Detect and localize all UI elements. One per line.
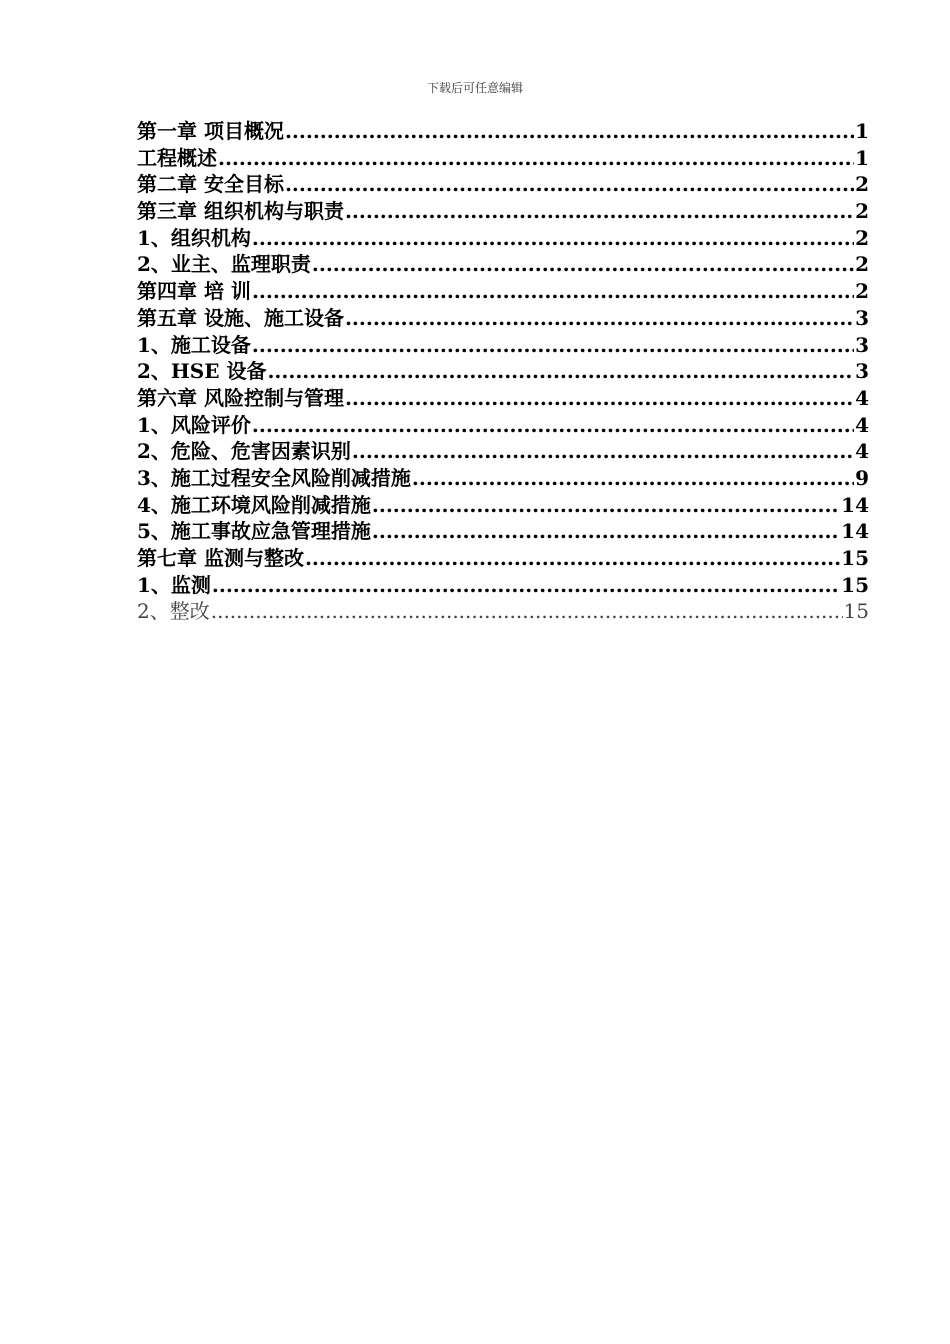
toc-entry-page-number: 2 — [855, 252, 869, 277]
toc-entry[interactable] — [137, 572, 869, 599]
toc-entry-page-number: 1 — [855, 145, 869, 170]
toc-entry-page-number: 2 — [855, 279, 869, 304]
toc-entry-page-number: 14 — [841, 492, 869, 517]
toc-leader-dots — [345, 198, 854, 225]
page-header: 下载后可任意编辑 — [426, 81, 523, 95]
toc-entry-page-number: 14 — [841, 519, 869, 544]
toc-entry-title: 第七章 监测与整改 — [137, 546, 304, 570]
toc-entry-page-number: 15 — [841, 572, 869, 597]
toc-leader-dots — [352, 438, 854, 465]
toc-leader-dots — [345, 305, 854, 332]
toc-entry[interactable] — [137, 358, 869, 385]
toc-leader-dots — [305, 545, 840, 572]
toc-entry-title: 3、施工过程安全风险削减措施 — [137, 465, 411, 490]
toc-entry-title: 1、监测 — [137, 572, 211, 597]
toc-entry[interactable] — [137, 518, 869, 545]
toc-entry-title: 第二章 安全目标 — [137, 172, 284, 197]
toc-leader-dots — [252, 225, 854, 252]
table-of-contents — [137, 118, 869, 625]
toc-leader-dots — [285, 118, 854, 145]
toc-entry-title: 第六章 风险控制与管理 — [137, 385, 344, 410]
toc-entry-page-number: 2 — [855, 225, 869, 250]
toc-entry-page-number: 3 — [855, 359, 869, 384]
toc-entry-title: 1、施工设备 — [137, 332, 251, 357]
toc-entry-title: 1、组织机构 — [137, 225, 251, 250]
toc-entry[interactable] — [137, 438, 869, 465]
toc-entry-page-number: 4 — [855, 412, 869, 437]
toc-entry[interactable] — [137, 332, 869, 359]
toc-leader-dots — [218, 145, 854, 172]
toc-entry[interactable] — [137, 385, 869, 412]
toc-leader-dots — [372, 492, 840, 519]
toc-leader-dots — [372, 518, 840, 545]
toc-entry-page-number: 3 — [855, 332, 869, 357]
toc-entry-page-number: 9 — [855, 465, 869, 490]
toc-entry[interactable] — [137, 171, 869, 198]
toc-entry[interactable] — [137, 412, 869, 439]
toc-entry-page-number: 2 — [855, 199, 869, 224]
toc-leader-dots — [345, 385, 854, 412]
toc-entry[interactable] — [137, 598, 869, 625]
toc-entry-title: 2、业主、监理职责 — [137, 252, 311, 277]
toc-entry-title: 第四章 培 训 — [137, 279, 251, 304]
toc-entry-page-number: 15 — [843, 599, 869, 624]
toc-entry-title: 2、危险、危害因素识别 — [137, 439, 351, 464]
toc-entry[interactable] — [137, 305, 869, 332]
toc-entry-title: 5、施工事故应急管理措施 — [137, 519, 371, 544]
toc-leader-dots — [412, 465, 854, 492]
toc-entry-title: 4、施工环境风险削减措施 — [137, 492, 371, 517]
toc-entry-title: 2、整改 — [137, 599, 210, 624]
toc-leader-dots — [252, 278, 854, 305]
toc-entry-page-number: 2 — [855, 172, 869, 197]
toc-entry-page-number: 4 — [855, 385, 869, 410]
toc-entry[interactable] — [137, 118, 869, 145]
toc-entry-page-number: 4 — [855, 439, 869, 464]
toc-entry-page-number: 3 — [855, 305, 869, 330]
toc-entry[interactable] — [137, 545, 869, 572]
toc-entry[interactable] — [137, 225, 869, 252]
toc-entry[interactable] — [137, 145, 869, 172]
toc-leader-dots — [211, 598, 843, 625]
toc-leader-dots — [252, 412, 854, 439]
toc-entry-title: 2、HSE 设备 — [137, 359, 267, 384]
toc-entry[interactable] — [137, 251, 869, 278]
toc-entry[interactable] — [137, 198, 869, 225]
toc-entry-page-number: 15 — [841, 546, 869, 570]
toc-entry-title: 第三章 组织机构与职责 — [137, 199, 344, 224]
toc-leader-dots — [267, 358, 854, 385]
toc-entry-title: 第五章 设施、施工设备 — [137, 305, 344, 330]
toc-entry-title: 工程概述 — [137, 145, 217, 170]
toc-leader-dots — [252, 332, 854, 359]
toc-entry[interactable] — [137, 278, 869, 305]
toc-entry-page-number: 1 — [855, 119, 869, 143]
toc-leader-dots — [212, 572, 840, 599]
toc-entry[interactable] — [137, 465, 869, 492]
toc-leader-dots — [285, 171, 854, 198]
toc-entry-title: 1、风险评价 — [137, 412, 251, 437]
toc-entry-title: 第一章 项目概况 — [137, 119, 284, 143]
toc-entry[interactable] — [137, 492, 869, 519]
toc-leader-dots — [312, 251, 854, 278]
